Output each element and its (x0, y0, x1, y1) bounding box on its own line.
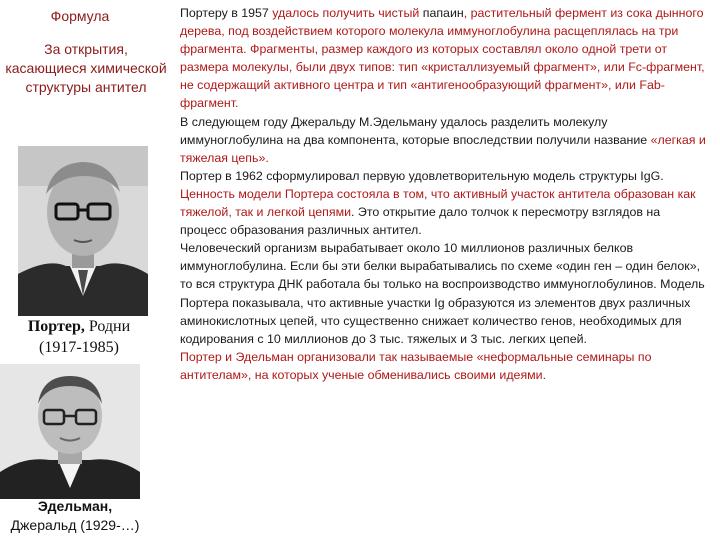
edelman-name (0, 497, 150, 535)
left-column (0, 0, 172, 540)
p4-b: . Это открытие дало толчок к пересмотру взглядов на процесс образования различных антител. (180, 205, 661, 238)
p2-b: «легкая и тяжелая цепь». (180, 132, 706, 165)
porter-years: (1917-1985) (39, 339, 119, 356)
p1-e: были двух типов: тип «кристаллизуемый фрагмент», или Fc-фрагмент, не содержащий активного центра и тип «антигенообразующий фрагмент», или Fab-фрагмент. (180, 60, 705, 111)
porter-photo (18, 146, 148, 316)
paragraph-organism: Человеческий организм вырабатывает около 10 миллионов различных белков иммуноглобулина. Если бы эти белки вырабатывались по схеме «один ген – один белок», то вся структура ДНК работала бы только на воспроизводство иммуноглобулинов. Модель Портера показывала, что активные участки Ig образуются из элементов двух различных аминокислотных цепей, что существенно снижает количество генов, необходимых для кодирования с 10 миллионов до 3 тыс. тяжелых и 3 тыс. легких цепей. (180, 241, 705, 346)
paragraph-value (180, 185, 710, 239)
paragraph-model: Портер в 1962 сформулировал первую удовлетворительную модель структуры IgG. (180, 168, 664, 183)
porter-surname: Портер, (27, 318, 85, 335)
main-text (180, 4, 710, 384)
edelman-photo (0, 364, 140, 499)
p1-c: папаин (422, 6, 464, 20)
p2-a: В следующем году Джеральду М.Эдельману удалось разделить молекулу иммуноглобулина на два компонента, которые впоследствии получили название (180, 114, 651, 147)
paragraph-papain (180, 4, 710, 113)
paragraph-seminars: Портер и Эдельман организовали так называемые «неформальные семинары по антителам», на которых ученые обменивались своими идеями. (180, 349, 652, 382)
p1-a: Портеру в 1957 (180, 6, 273, 20)
formula-label: Формула (50, 8, 110, 24)
p1-d: , растительный фермент из сока дынного дерева, под воздействием которого молекула иммуноглобулина расщеплялась на три фрагмента. Фрагменты, размер каждого из которых составлял около одной трети от размера молекулы, (180, 6, 704, 75)
paragraph-edelman (180, 113, 710, 167)
edelman-given-name-years: Джеральд (1929-…) (10, 517, 140, 533)
p1-b: удалось получить чистый (272, 6, 423, 20)
p4-a: Ценность модели Портера состояла в том, что активный участок антитела образован как тяжелой, так и легкой цепями (180, 186, 696, 220)
award-caption: За открытия, касающиеся химической структуры антител (5, 41, 167, 95)
edelman-surname: Эдельман, (37, 498, 113, 514)
porter-given-name: Родни (84, 318, 131, 335)
porter-name (4, 316, 154, 358)
